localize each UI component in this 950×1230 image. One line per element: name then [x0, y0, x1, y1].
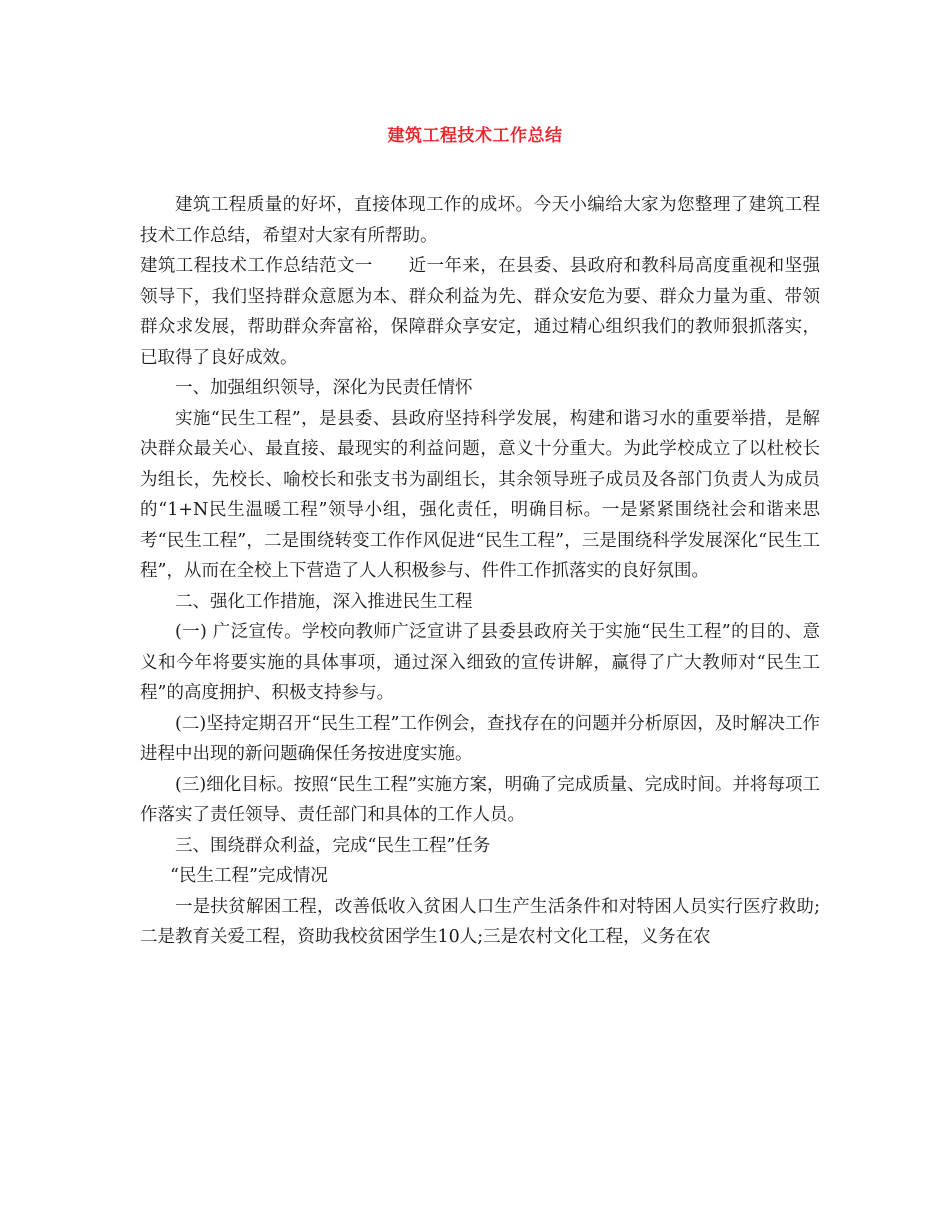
document-body [140, 190, 820, 953]
paragraph: 一是扶贫解困工程，改善低收入贫困人口生产生活条件和对特困人员实行医疗救助;二是教育关爱工程，资助我校贫困学生10人;三是农村文化工程，义务在农 [140, 896, 820, 947]
subheading: “民生工程”完成情况 [170, 866, 328, 886]
paragraph: 实施“民生工程”，是县委、县政府坚持科学发展，构建和谐习水的重要举措，是解决群众最关心、最直接、最现实的利益问题，意义十分重大。为此学校成立了以杜校长为组长，先校长、喻校长和张支书为副组长，其余领导班子成员及各部门负责人为成员的“1+N民生温暖工程”领导小组，强化责任，明确目标。一是紧紧围绕社会和谐来思考“民生工程”，二是围绕转变工作作风促进“民生工程”，三是围绕科学发展深化“民生工程”，从而在全校上下营造了人人积极参与、件件工作抓落实的良好氛围。 [140, 408, 820, 581]
paragraph: (二)坚持定期召开“民生工程”工作例会，查找存在的问题并分析原因，及时解决工作进程中出现的新问题确保任务按进度实施。 [140, 713, 820, 764]
section-heading: 一、加强组织领导，深化为民责任情怀 [175, 378, 473, 398]
paragraph: 建筑工程质量的好坏，直接体现工作的成坏。今天小编给大家为您整理了建筑工程技术工作总结，希望对大家有所帮助。 [140, 195, 820, 246]
document-title: 建筑工程技术工作总结 [387, 126, 563, 146]
paragraph: (一) 广泛宣传。学校向教师广泛宣讲了县委县政府关于实施“民生工程”的目的、意义和今年将要实施的具体事项，通过深入细致的宣传讲解，赢得了广大教师对“民生工程”的高度拥护、积极支持参与。 [140, 622, 820, 703]
paragraph: 建筑工程技术工作总结范文一 近一年来，在县委、县政府和教科局高度重视和坚强领导下，我们坚持群众意愿为本、群众利益为先、群众安危为要、群众力量为重、带领群众求发展，帮助群众奔富裕，保障群众享安定，通过精心组织我们的教师狠抓落实，已取得了良好成效。 [140, 256, 820, 368]
section-heading: 三、围绕群众利益，完成“民生工程”任务 [175, 835, 491, 856]
section-heading: 二、强化工作措施，深入推进民生工程 [175, 591, 473, 612]
paragraph: (三)细化目标。按照“民生工程”实施方案，明确了完成质量、完成时间。并将每项工作落实了责任领导、责任部门和具体的工作人员。 [140, 774, 820, 825]
